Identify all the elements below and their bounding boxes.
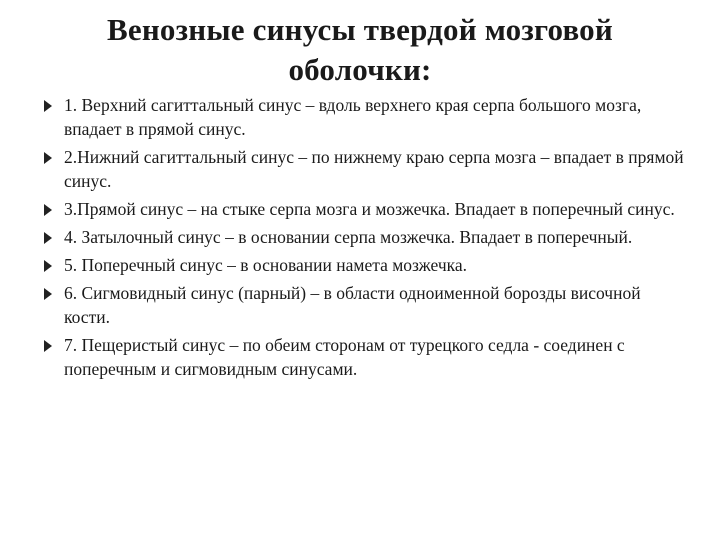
list-item-text: 4. Затылочный синус – в основании серпа мозжечка. Впадает в поперечный. — [64, 227, 633, 247]
list-item — [44, 225, 684, 249]
list-item-text: 1. Верхний сагиттальный синус – вдоль верхнего края серпа большого мозга, впадает в прямой синус. — [64, 95, 642, 139]
list-item-text: 5. Поперечный синус – в основании намета мозжечка. — [64, 255, 468, 275]
triangle-right-icon — [44, 100, 52, 112]
triangle-right-icon — [44, 260, 52, 272]
list-item-text: 3.Прямой синус – на стыке серпа мозга и мозжечка. Впадает в поперечный синус. — [64, 199, 675, 219]
triangle-right-icon — [44, 152, 52, 164]
bullet-list — [44, 93, 684, 385]
list-item — [44, 93, 684, 141]
list-item — [44, 145, 684, 193]
triangle-right-icon — [44, 288, 52, 300]
triangle-right-icon — [44, 340, 52, 352]
list-item — [44, 197, 684, 221]
slide-title: Венозные синусы твердой мозговой оболочки: — [107, 12, 613, 87]
list-item-text: 2.Нижний сагиттальный синус – по нижнему краю серпа мозга – впадает в прямой синус. — [64, 147, 684, 191]
list-item — [44, 333, 684, 381]
list-item — [44, 281, 684, 329]
triangle-right-icon — [44, 232, 52, 244]
triangle-right-icon — [44, 204, 52, 216]
list-item-text: 6. Сигмовидный синус (парный) – в области одноименной борозды височной кости. — [64, 283, 641, 327]
list-item-text: 7. Пещеристый синус – по обеим сторонам от турецкого седла - соединен с поперечным и сигмовидным синусами. — [64, 335, 625, 379]
list-item — [44, 253, 684, 277]
